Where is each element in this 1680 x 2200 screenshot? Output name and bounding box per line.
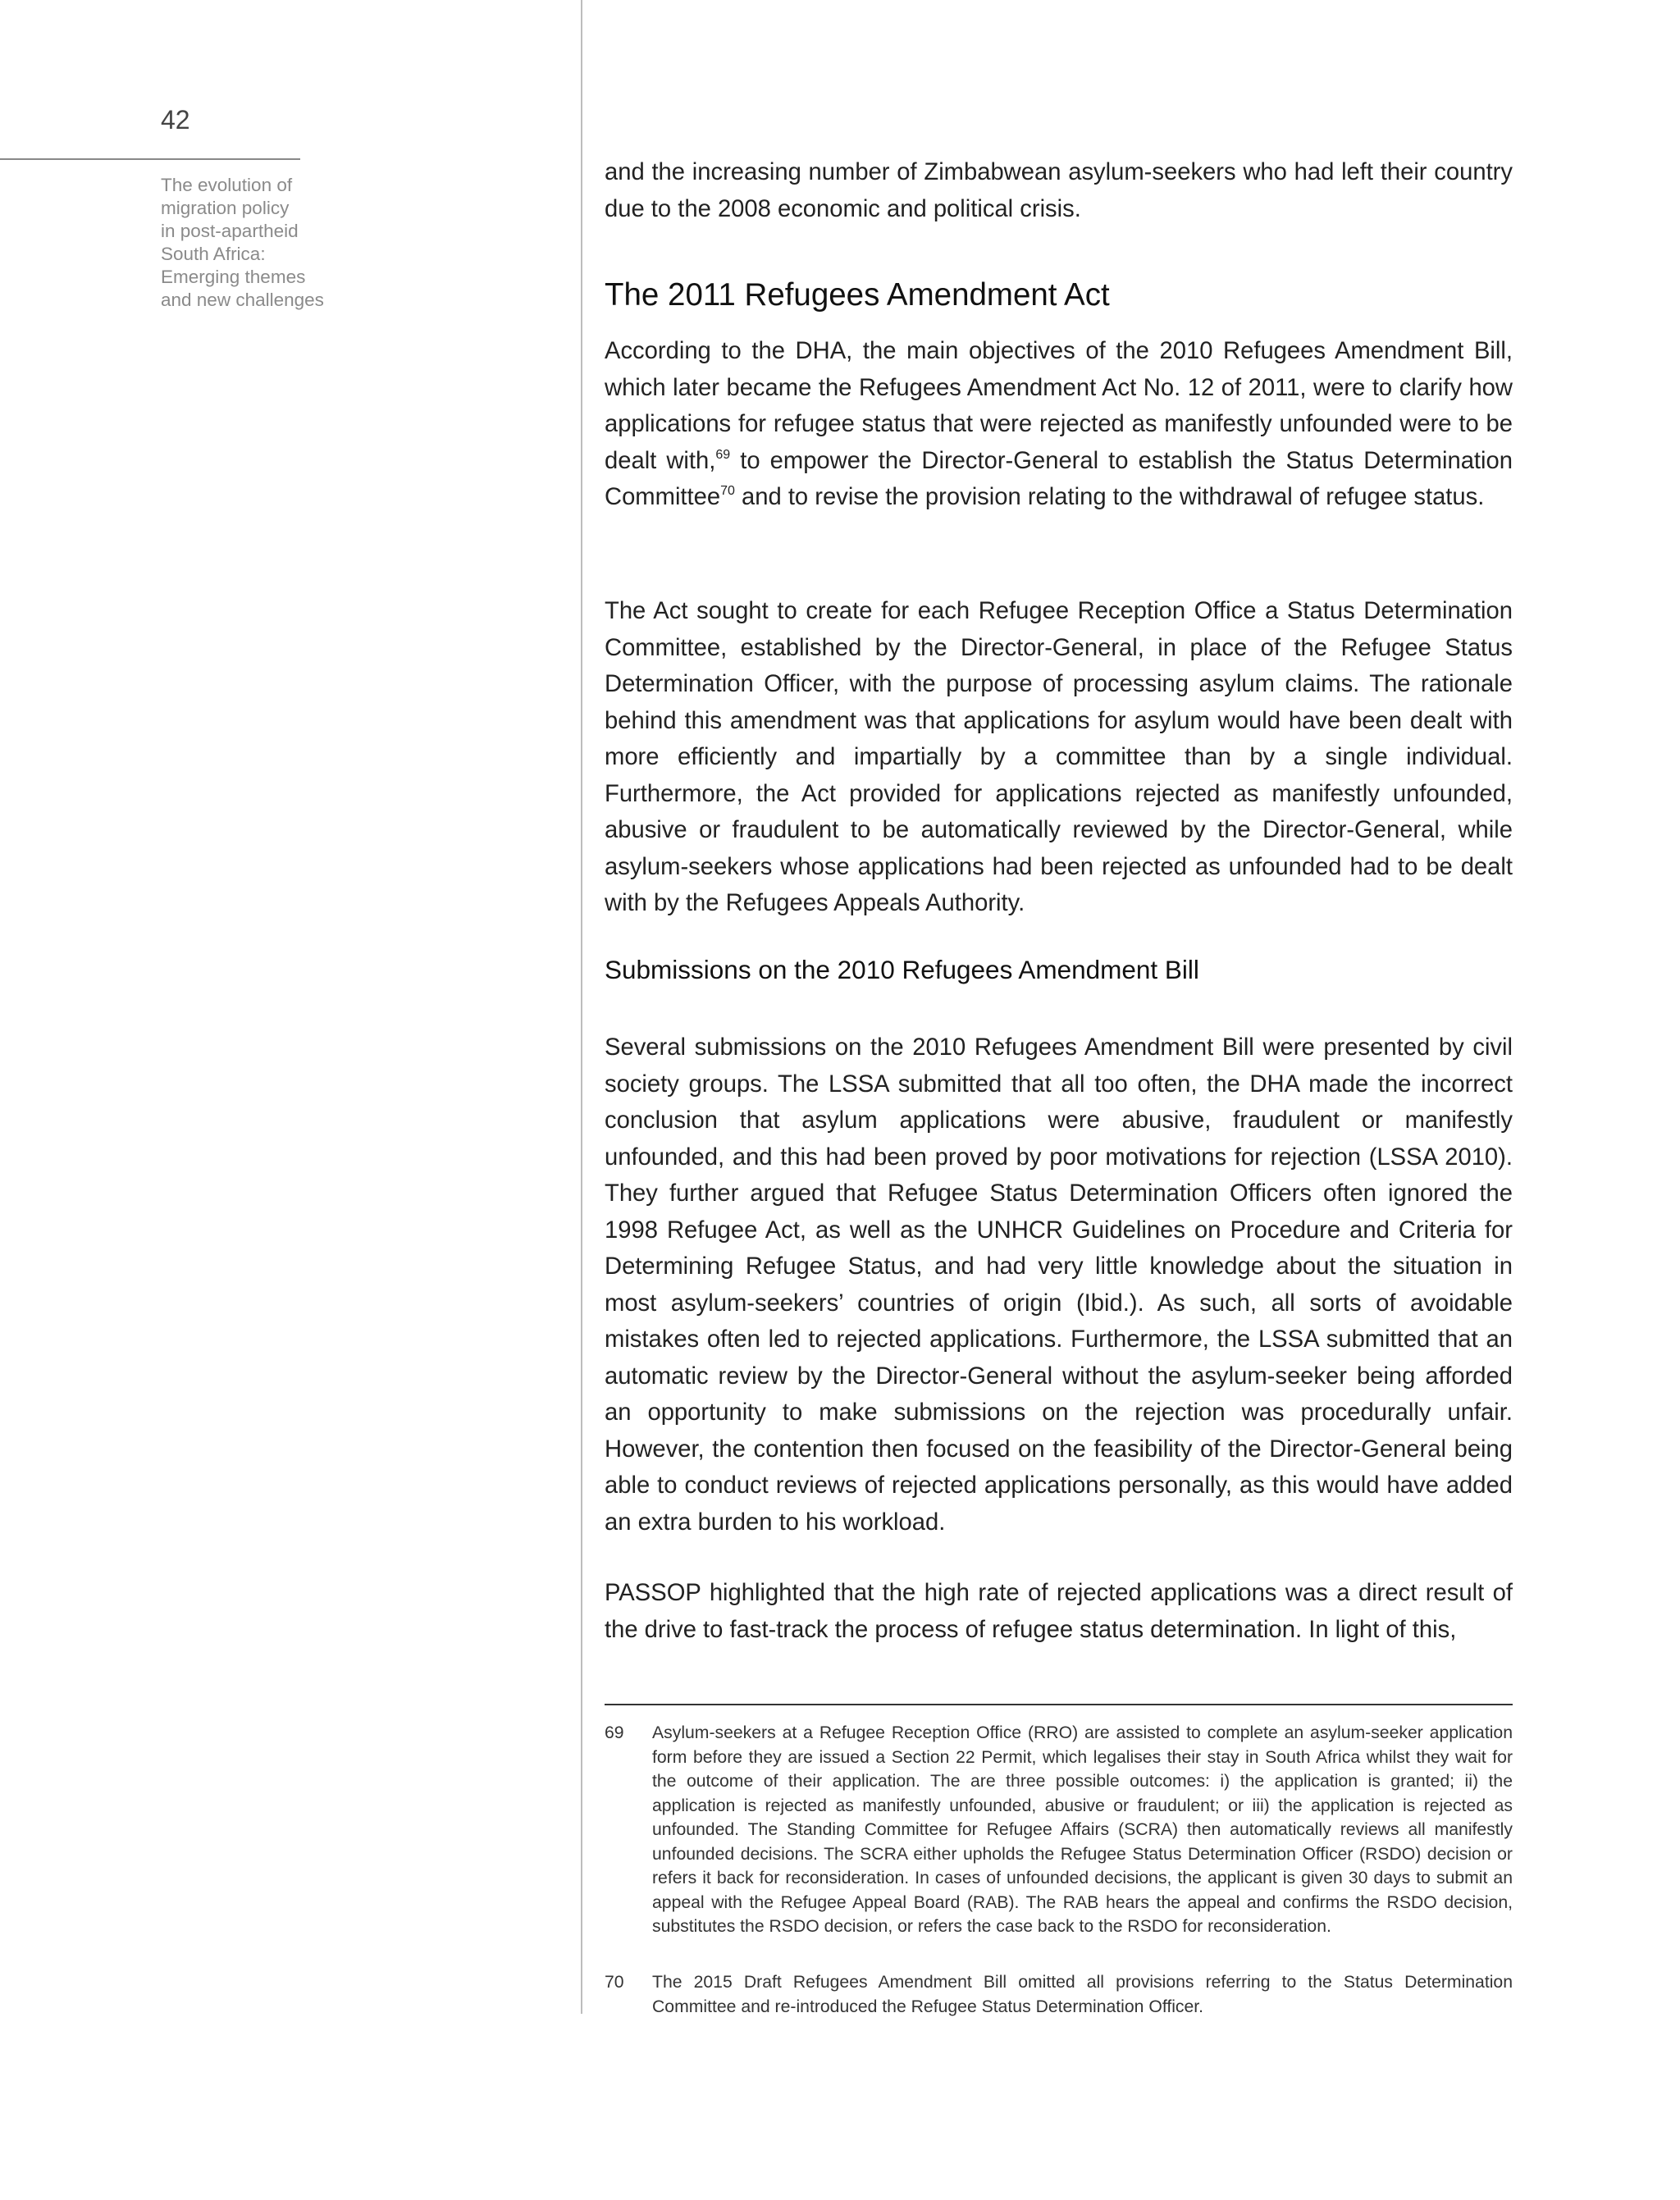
paragraph-submissions: Several submissions on the 2010 Refugees Amendment Bill were presented by civil society groups. The LSSA submitted that all too often, the DHA made the incorrect conclusion that asylum applications were abusive, fraudulent or manifestly unfounded, and this had been proved by poor motivations for rejection (LSSA 2010). They further argued that Refugee Status Determination Officers often ignored the 1998 Refugee Act, as well as the UNHCR Guidelines on Procedure and Criteria for Determining Refugee Status, and had very little knowledge about the situation in most asylum-seekers’ countries of origin (Ibid.). As such, all sorts of avoidable mistakes often led to rejected applications. Furthermore, the LSSA submitted that an automatic review by the Director-General without the asylum-seeker being afforded an opportunity to make submissions on the rejection was procedurally unfair. However, the contention then focused on the feasibility of the Director-General being able to conduct reviews of rejected applications personally, as this would have added an extra burden to his workload. (605, 1034, 1513, 1536)
running-title-line: South Africa: (161, 244, 266, 264)
subsection-heading: Submissions on the 2010 Refugees Amendment Bill (605, 955, 1199, 984)
paragraph-passop: PASSOP highlighted that the high rate of rejected applications was a direct result of the drive to fast-track the process of refugee status determination. In light of this, (605, 1580, 1513, 1643)
column-divider (581, 0, 582, 2014)
footnote-number: 70 (605, 1973, 624, 1992)
running-title (161, 174, 341, 312)
footnote-ref-69[interactable]: 69 (715, 447, 731, 462)
footnote-divider (605, 1704, 1513, 1705)
paragraph-objectives (605, 333, 1513, 516)
footnote-ref-70[interactable]: 70 (720, 484, 735, 498)
sidebar-divider (0, 158, 300, 160)
running-title-line: The evolution of (161, 175, 293, 195)
running-title-line: and new challenges (161, 290, 324, 310)
running-title-line: Emerging themes (161, 267, 306, 287)
running-title-line: migration policy (161, 198, 290, 218)
paragraph-text: and to revise the provision relating to the withdrawal of refugee status. (734, 484, 1485, 510)
running-title-line: in post-apartheid (161, 221, 299, 241)
paragraph-text: According to the DHA, the main objectives of the 2010 Refugees Amendment Bill, which later became the Refugees Amendment Act No. 12 of 2011, were to clarify how applications for refugee status that were rejected as manifestly unfounded were to be dealt with, (605, 338, 1513, 474)
paragraph-act: The Act sought to create for each Refugee Reception Office a Status Determination Committee, established by the Director-General, in place of the Refugee Status Determination Officer, with the purpose of processing asylum claims. The rationale behind this amendment was that applications for asylum would have been dealt with more efficiently and impartially by a committee than by a single individual. Furthermore, the Act provided for applications rejected as manifestly unfounded, abusive or fraudulent to be automatically reviewed by the Director-General, while asylum-seekers whose applications had been rejected as unfounded had to be dealt with by the Refugees Appeals Authority. (605, 598, 1513, 916)
page-number: 42 (161, 105, 190, 135)
footnote-text: Asylum-seekers at a Refugee Reception Office (RRO) are assisted to complete an asylum-seeker application form before they are issued a Section 22 Permit, which legalises their stay in South Africa whilst they wait for the outcome of their application. The are three possible outcomes: i) the application is granted; ii) the application is rejected as manifestly unfounded, abusive or fraudulent; or iii) the application is rejected as unfounded. The Standing Committee for Refugee Affairs (SCRA) then automatically reviews all manifestly unfounded decisions. The SCRA either upholds the Refugee Status Determination Officer (RSDO) decision or refers it back for reconsideration. In cases of unfounded decisions, the applicant is given 30 days to submit an appeal with the Refugee Appeal Board (RAB). The RAB hears the appeal and confirms the RSDO decision, substitutes the RSDO decision, or refers the case back to the RSDO for reconsideration. (652, 1723, 1513, 1936)
footnote-69 (605, 1721, 1513, 1939)
footnote-70 (605, 1970, 1513, 2019)
footnote-number: 69 (605, 1723, 624, 1742)
paragraph-text: to empower the Director-General to establish the Status Determination Committee (605, 447, 1513, 510)
footnote-text: The 2015 Draft Refugees Amendment Bill omitted all provisions referring to the Status Determination Committee and re-introduced the Refugee Status Determination Officer. (652, 1973, 1513, 2016)
paragraph-continued: and the increasing number of Zimbabwean asylum-seekers who had left their country due to the 2008 economic and political crisis. (605, 159, 1513, 222)
section-heading: The 2011 Refugees Amendment Act (605, 277, 1110, 313)
